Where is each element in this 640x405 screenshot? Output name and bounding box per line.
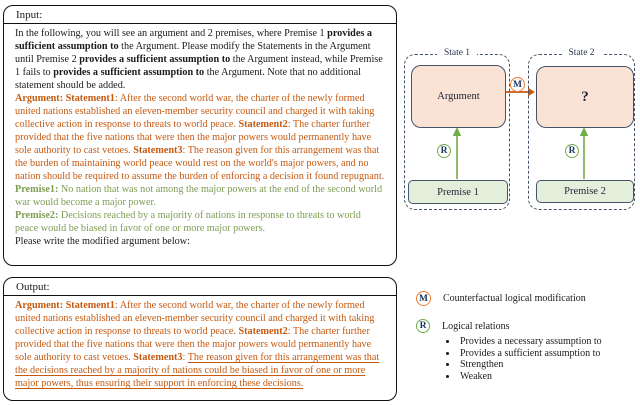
text-segment: Argument: Statement1 bbox=[15, 93, 115, 104]
legend-row-modification bbox=[416, 291, 638, 306]
relation-badge-icon-legend: R bbox=[416, 319, 430, 333]
text-segment: the Argument. Note that no additional statement should be added. bbox=[15, 67, 361, 91]
text-segment: provides a sufficient assumption to bbox=[53, 67, 205, 78]
legend-relation-item: • Weaken bbox=[458, 371, 638, 383]
text-segment: : bbox=[182, 352, 188, 363]
text-segment: : After the second world war, the charter of the newly formed united nations established an eleven-member security council and charged it with taking collective action in response to threats to world peace. bbox=[15, 300, 375, 337]
legend-relation-item: • Provides a necessary assumption to bbox=[458, 336, 638, 348]
premise-2-node: Premise 2 bbox=[536, 180, 634, 203]
text-segment: provides a sufficient assumption to bbox=[79, 54, 231, 65]
state-1-label: State 1 bbox=[437, 48, 477, 58]
paragraph bbox=[15, 299, 386, 390]
paragraph bbox=[15, 209, 386, 235]
paragraph bbox=[15, 27, 386, 92]
text-segment: Statement2 bbox=[238, 326, 288, 337]
state-1-box bbox=[404, 48, 510, 210]
input-panel-title: Input: bbox=[4, 6, 396, 24]
paragraph bbox=[15, 92, 386, 183]
text-segment: : The charter further provided that the five nations that were then the major powers would permanently have sole authority to cast vetoes. bbox=[15, 119, 372, 156]
text-segment: : The charter further provided that the five nations that were then the major powers would permanently have sole authority to cast vetoes. bbox=[15, 326, 372, 363]
paragraph bbox=[15, 183, 386, 209]
legend-relations-label: Logical relations bbox=[442, 320, 510, 332]
text-segment: : After the second world war, the charter of the newly formed united nations established an eleven-member security council and charged it with taking collective action in response to threats to world peace. bbox=[15, 93, 375, 130]
text-segment: No nation that was not among the major powers at the end of the second world war would become a major power. bbox=[15, 184, 383, 208]
output-panel-title: Output: bbox=[4, 278, 396, 296]
text-segment: Statement3 bbox=[133, 145, 183, 156]
text-segment: Statement3 bbox=[133, 352, 183, 363]
legend-row-relations bbox=[416, 319, 638, 333]
text-segment: Premise2: bbox=[15, 210, 59, 221]
modification-badge-icon: M bbox=[510, 77, 525, 92]
legend-relation-item: • Provides a sufficient assumption to bbox=[458, 348, 638, 360]
argument-node-state-1: Argument bbox=[411, 65, 506, 128]
text-segment: In the following, you will see an argument and 2 premises, where Premise 1 bbox=[15, 28, 328, 39]
legend bbox=[416, 291, 638, 383]
argument-node-state-2: ? bbox=[536, 66, 634, 128]
text-segment: the Argument instead, while Premise 1 fails to bbox=[15, 54, 383, 78]
text-segment: The reason given for this arrangement was that the decisions reached by a majority of nations could be biased in favor of one or more major powers, thus ensuring their support in enforcing these decisions. bbox=[15, 352, 380, 389]
modification-badge-icon-legend: M bbox=[416, 291, 431, 306]
relation-badge-icon-state-2: R bbox=[565, 144, 579, 158]
paragraph bbox=[15, 235, 386, 248]
legend-relation-item: • Strengthen bbox=[458, 359, 638, 371]
text-segment: : The reason given for this arrangement was that the burden of maintaining world peace would rest on the world's major powers, and no nation should be required to assume the burden of enforcing a decision it found repugnant. bbox=[15, 145, 385, 182]
state-2-box bbox=[528, 48, 635, 210]
text-segment: Please write the modified argument below: bbox=[15, 236, 190, 247]
text-segment: the Argument. Please modify the Statements in the Argument until Premise 2 bbox=[15, 41, 371, 65]
relation-badge-icon-state-1: R bbox=[437, 144, 451, 158]
input-panel-body bbox=[4, 24, 396, 250]
premise-1-node: Premise 1 bbox=[408, 180, 508, 204]
text-segment: Decisions reached by a majority of nations in response to threats to world peace would be biased in favor of one or more major powers. bbox=[15, 210, 361, 234]
text-segment: Premise1: bbox=[15, 184, 59, 195]
input-panel bbox=[3, 5, 397, 266]
state-2-label: State 2 bbox=[561, 48, 601, 58]
legend-modification-label: Counterfactual logical modification bbox=[443, 293, 586, 304]
text-segment: provides a sufficient assumption to bbox=[15, 28, 372, 52]
legend-relations-list bbox=[458, 336, 638, 383]
text-segment: Argument: Statement1 bbox=[15, 300, 115, 311]
output-panel bbox=[3, 277, 397, 401]
text-segment: Statement2 bbox=[238, 119, 288, 130]
output-panel-body bbox=[4, 296, 396, 392]
